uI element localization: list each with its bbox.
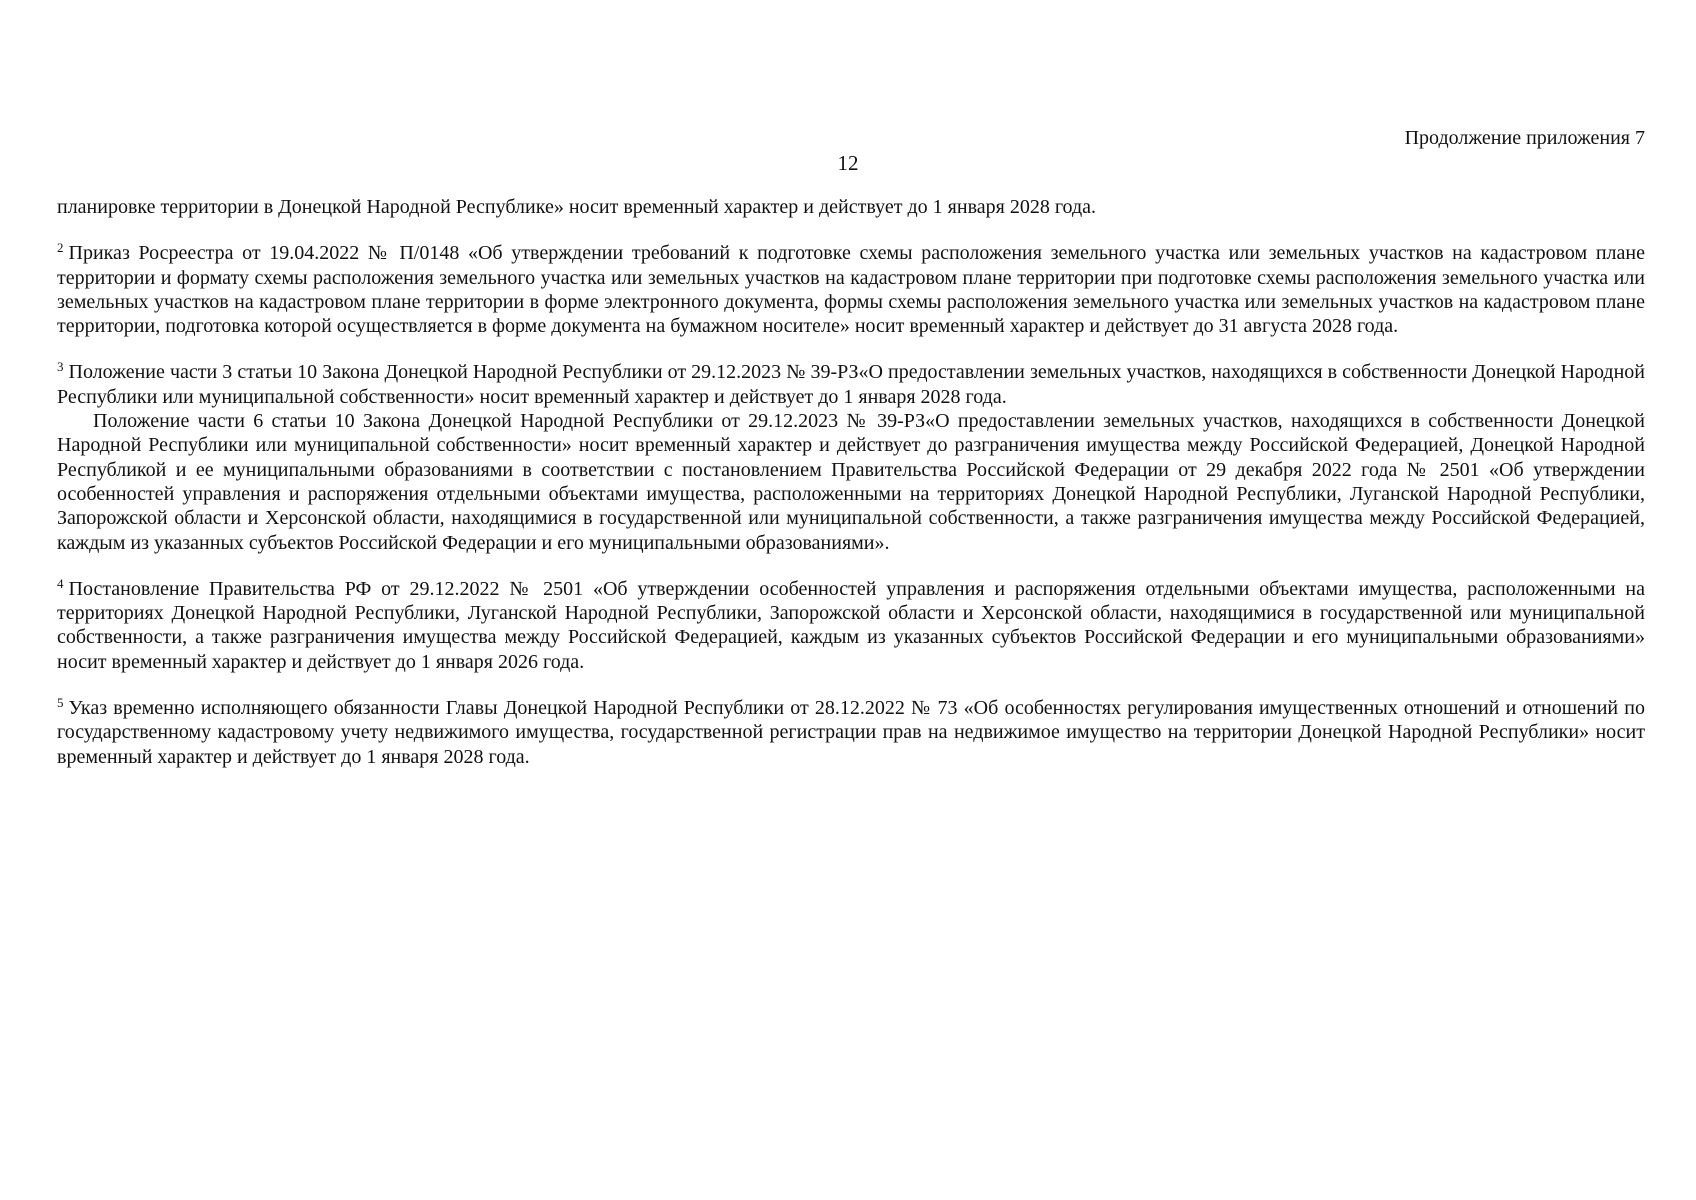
footnote-text: Указ временно исполняющего обязанности Главы Донецкой Народной Республики от 28.12.2022 № 73 «Об особенностях регулирования имущественных отношений и отношений по государственному кадастровому учету недвижимого имущества, государственной регистрации прав на недвижимое имущество на территории Донецкой Народной Республики» носит временный характер и действует до 1 января 2028 года.	[57, 697, 1645, 768]
footnote-4	[57, 577, 1645, 674]
footnote-2	[57, 241, 1645, 338]
footnote-1-continuation	[57, 195, 1645, 219]
footnote-text: Постановление Правительства РФ от 29.12.2022 № 2501 «Об утверждении особенностей управления и распоряжения отдельными объектами имущества, расположенными на территориях Донецкой Народной Республики, Луганской Народной Республики, Запорожской области и Херсонской области, находящимися в государственной или муниципальной собственности, а также разграничения имущества между Российской Федерацией, каждым из указанных субъектов Российской Федерации и его муниципальными образованиями» носит временный характер и действует до 1 января 2026 года.	[57, 577, 1645, 673]
footnote-3-mark: 3	[57, 359, 64, 375]
footnote-2-mark: 2	[57, 240, 64, 256]
footnote-3-continuation	[57, 409, 1645, 555]
page-number: 12	[837, 151, 859, 175]
appendix-continuation-note: Продолжение приложения 7	[1404, 127, 1645, 149]
footnote-3	[57, 360, 1645, 409]
footnote-text: Положение части 6 статьи 10 Закона Донецкой Народной Республики от 29.12.2023 № 39-РЗ«О предоставлении земельных участков, находящихся в собственности Донецкой Народной Республики или муниципальной собственности» носит временный характер и действует до разграничения имущества между Российской Федерацией, Донецкой Народной Республикой и ее муниципальными образованиями в соответствии с постановлением Правительства Российской Федерации от 29 декабря 2022 года № 2501 «Об утверждении особенностей управления и распоряжения отдельными объектами имущества, расположенными на территориях Донецкой Народной Республики, Луганской Народной Республики, Запорожской области и Херсонской области, находящимися в государственной или муниципальной собственности, а также разграничения имущества между Российской Федерацией, каждым из указанных субъектов Российской Федерации и его муниципальными образованиями».	[57, 410, 1645, 554]
footnote-5-mark: 5	[57, 695, 64, 711]
footnote-4-mark: 4	[57, 575, 64, 591]
footnote-5	[57, 696, 1645, 769]
footnote-text: планировке территории в Донецкой Народной Республике» носит временный характер и действует до 1 января 2028 года.	[57, 196, 1097, 218]
footnotes-body	[57, 195, 1645, 769]
footnote-text: Положение части 3 статьи 10 Закона Донецкой Народной Республики от 29.12.2023 № 39-РЗ«О предоставлении земельных участков, находящихся в собственности Донецкой Народной Республики или муниципальной собственности» носит временный характер и действует до 1 января 2028 года.	[57, 361, 1645, 408]
footnote-text: Приказ Росреестра от 19.04.2022 № П/0148 «Об утверждении требований к подготовке схемы расположения земельного участка или земельных участков на кадастровом плане территории и формату схемы расположения земельного участка или земельных участков на кадастровом плане территории при подготовке схемы расположения земельного участка или земельных участков на кадастровом плане территории в форме электронного документа, формы схемы расположения земельного участка или земельных участков на кадастровом плане территории, подготовка которой осуществляется в форме документа на бумажном носителе» носит временный характер и действует до 31 августа 2028 года.	[57, 242, 1645, 338]
